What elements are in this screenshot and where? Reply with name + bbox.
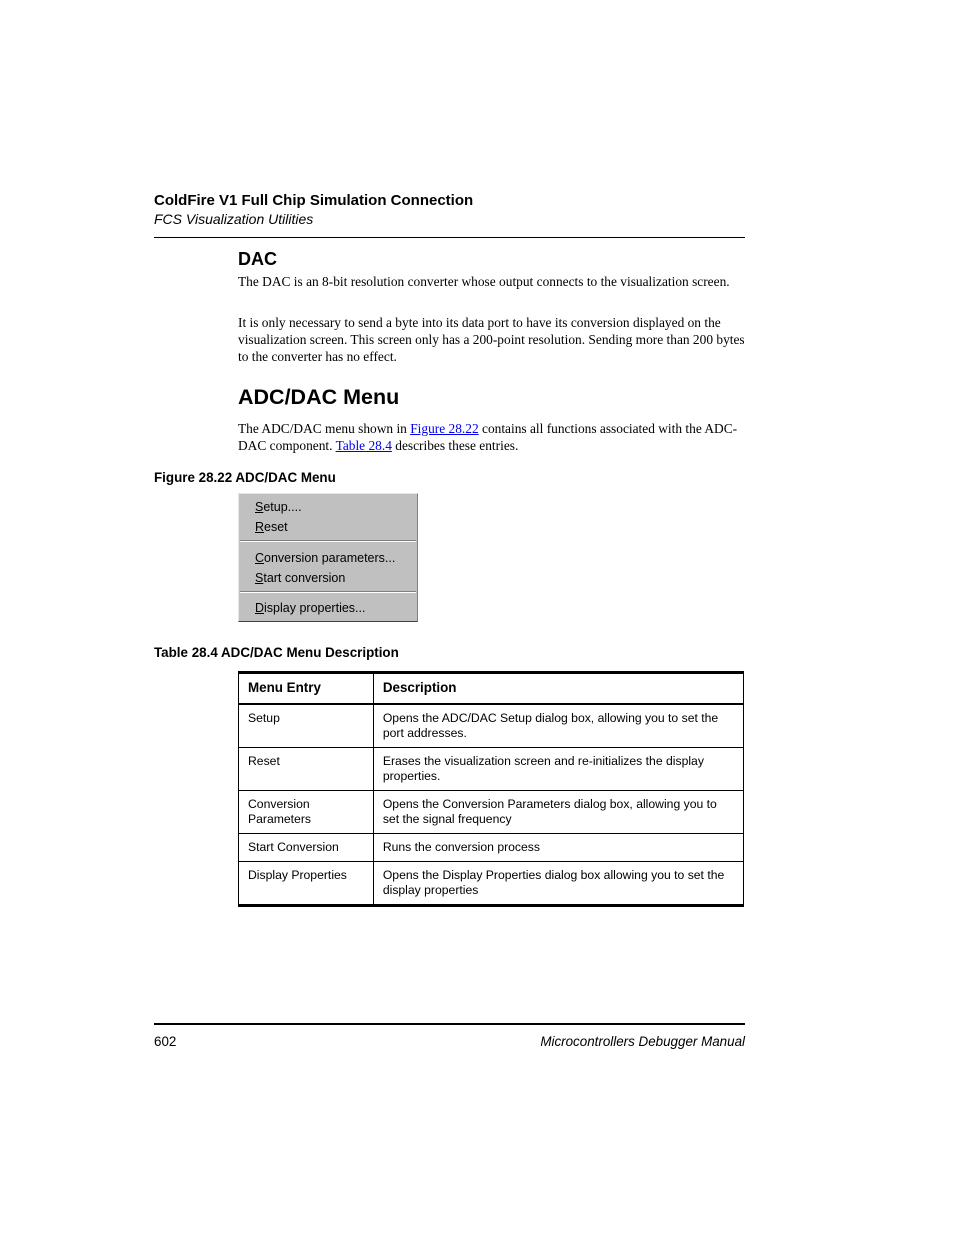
mnemonic-conversion: C [255,551,265,565]
dac-paragraph-1: The DAC is an 8-bit resolution converter whose output connects to the visualization screen. [238,274,730,289]
cell-menu-entry: Conversion Parameters [239,791,374,834]
cell-menu-entry: Setup [239,704,374,748]
cell-menu-entry: Reset [239,748,374,791]
mnemonic-start: S [255,571,264,585]
cell-menu-entry: Display Properties [239,862,374,906]
menu-item-conversion-parameters[interactable] [255,549,395,567]
menu-description-table [238,671,744,907]
header-rule [154,237,745,238]
cell-description: Runs the conversion process [373,834,743,862]
cell-description: Opens the Display Properties dialog box allowing you to set the display properties [373,862,743,906]
table-caption: Table 28.4 ADC/DAC Menu Description [154,645,399,660]
menu-separator [240,591,416,593]
table-28-4-link[interactable]: Table 28.4 [335,438,392,453]
cell-description: Opens the ADC/DAC Setup dialog box, allowing you to set the port addresses. [373,704,743,748]
cell-description: Erases the visualization screen and re-initializes the display properties. [373,748,743,791]
paragraph-text-start: The ADC/DAC menu shown in [238,421,411,436]
paragraph-text-end: describes these entries. [391,438,519,453]
menu-item-display-properties-label: isplay properties... [264,601,366,615]
menu-item-start-conversion[interactable] [255,569,345,587]
column-header-menu-entry: Menu Entry [239,673,374,705]
table-row [239,748,744,791]
figure-caption: Figure 28.22 ADC/DAC Menu [154,470,336,485]
running-header-subtitle: FCS Visualization Utilities [154,211,314,227]
footer-rule [154,1023,745,1025]
paragraph-text-middle: contains all functions associated with the ADC-DAC component. [238,421,738,453]
page-number: 602 [154,1034,177,1049]
menu-item-conversion-parameters-label: onversion parameters... [264,551,396,565]
column-header-description: Description [373,673,743,705]
cell-menu-entry: Start Conversion [239,834,374,862]
menu-separator [240,540,416,542]
table-row [239,862,744,906]
running-header-title: ColdFire V1 Full Chip Simulation Connection [154,192,474,209]
adc-dac-menu-paragraph [238,420,745,454]
menu-item-reset[interactable] [255,518,288,536]
menu-item-setup-label: etup.... [263,500,302,514]
manual-title: Microcontrollers Debugger Manual [540,1034,745,1049]
adc-dac-context-menu [238,493,418,622]
section-heading-dac: DAC [238,249,277,269]
figure-28-22-link[interactable]: Figure 28.22 [410,421,479,436]
table-header-row [239,673,744,705]
dac-paragraph-2: It is only necessary to send a byte into its data port to have its conversion displayed on the visualization screen. This screen only has a 200-point resolution. Sending more than 200 bytes to the converter has no effect. [238,315,745,364]
section-heading-adc-dac-menu: ADC/DAC Menu [238,385,400,409]
cell-description: Opens the Conversion Parameters dialog box, allowing you to set the signal frequency [373,791,743,834]
table-row [239,791,744,834]
menu-item-display-properties[interactable] [255,599,365,617]
table-row [239,834,744,862]
mnemonic-reset: R [255,520,265,534]
menu-item-start-conversion-label: tart conversion [263,571,346,585]
mnemonic-display: D [255,601,265,615]
menu-item-reset-label: eset [264,520,288,534]
menu-item-setup[interactable] [255,498,302,516]
table-row [239,704,744,748]
mnemonic-setup: S [255,500,264,514]
